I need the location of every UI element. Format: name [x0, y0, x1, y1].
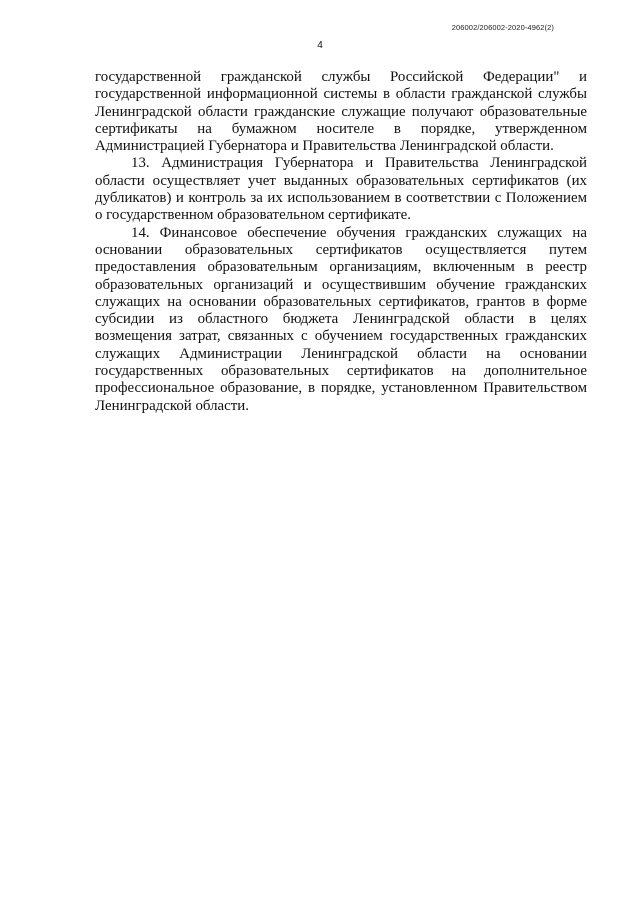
paragraph-14: 14. Финансовое обеспечение обучения гражданских служащих на основании образовательных сертификатов осуществляется путем предоставления образовательным организациям, включенным в реестр образовательных организаций и осуществившим обучение гражданских служащих на основании образовательных сертификатов, грантов в форме субсидии из областного бюджета Ленинградской области в целях возмещения затрат, связанных с обучением государственных гражданских служащих Администрации Ленинградской области на основании государственных образовательных сертификатов на дополнительное профессиональное образование, в порядке, установленном Правительством Ленинградской области. — [95, 224, 587, 414]
paragraph-continuation: государственной гражданской службы Российской Федерации" и государственной информационной системы в области гражданской службы Ленинградской области гражданские служащие получают образовательные сертификаты на бумажном носителе в порядке, утвержденном Администрацией Губернатора и Правительства Ленинградской области. — [95, 69, 587, 155]
document-id: 206002/206002-2020-4962(2) — [451, 23, 554, 32]
document-body — [95, 69, 587, 415]
paragraph-13: 13. Администрация Губернатора и Правительства Ленинградской области осуществляет учет выданных образовательных сертификатов (их дубликатов) и контроль за их использованием в соответствии с Положением о государственном образовательном сертификате. — [95, 155, 587, 224]
page-number: 4 — [317, 40, 323, 51]
